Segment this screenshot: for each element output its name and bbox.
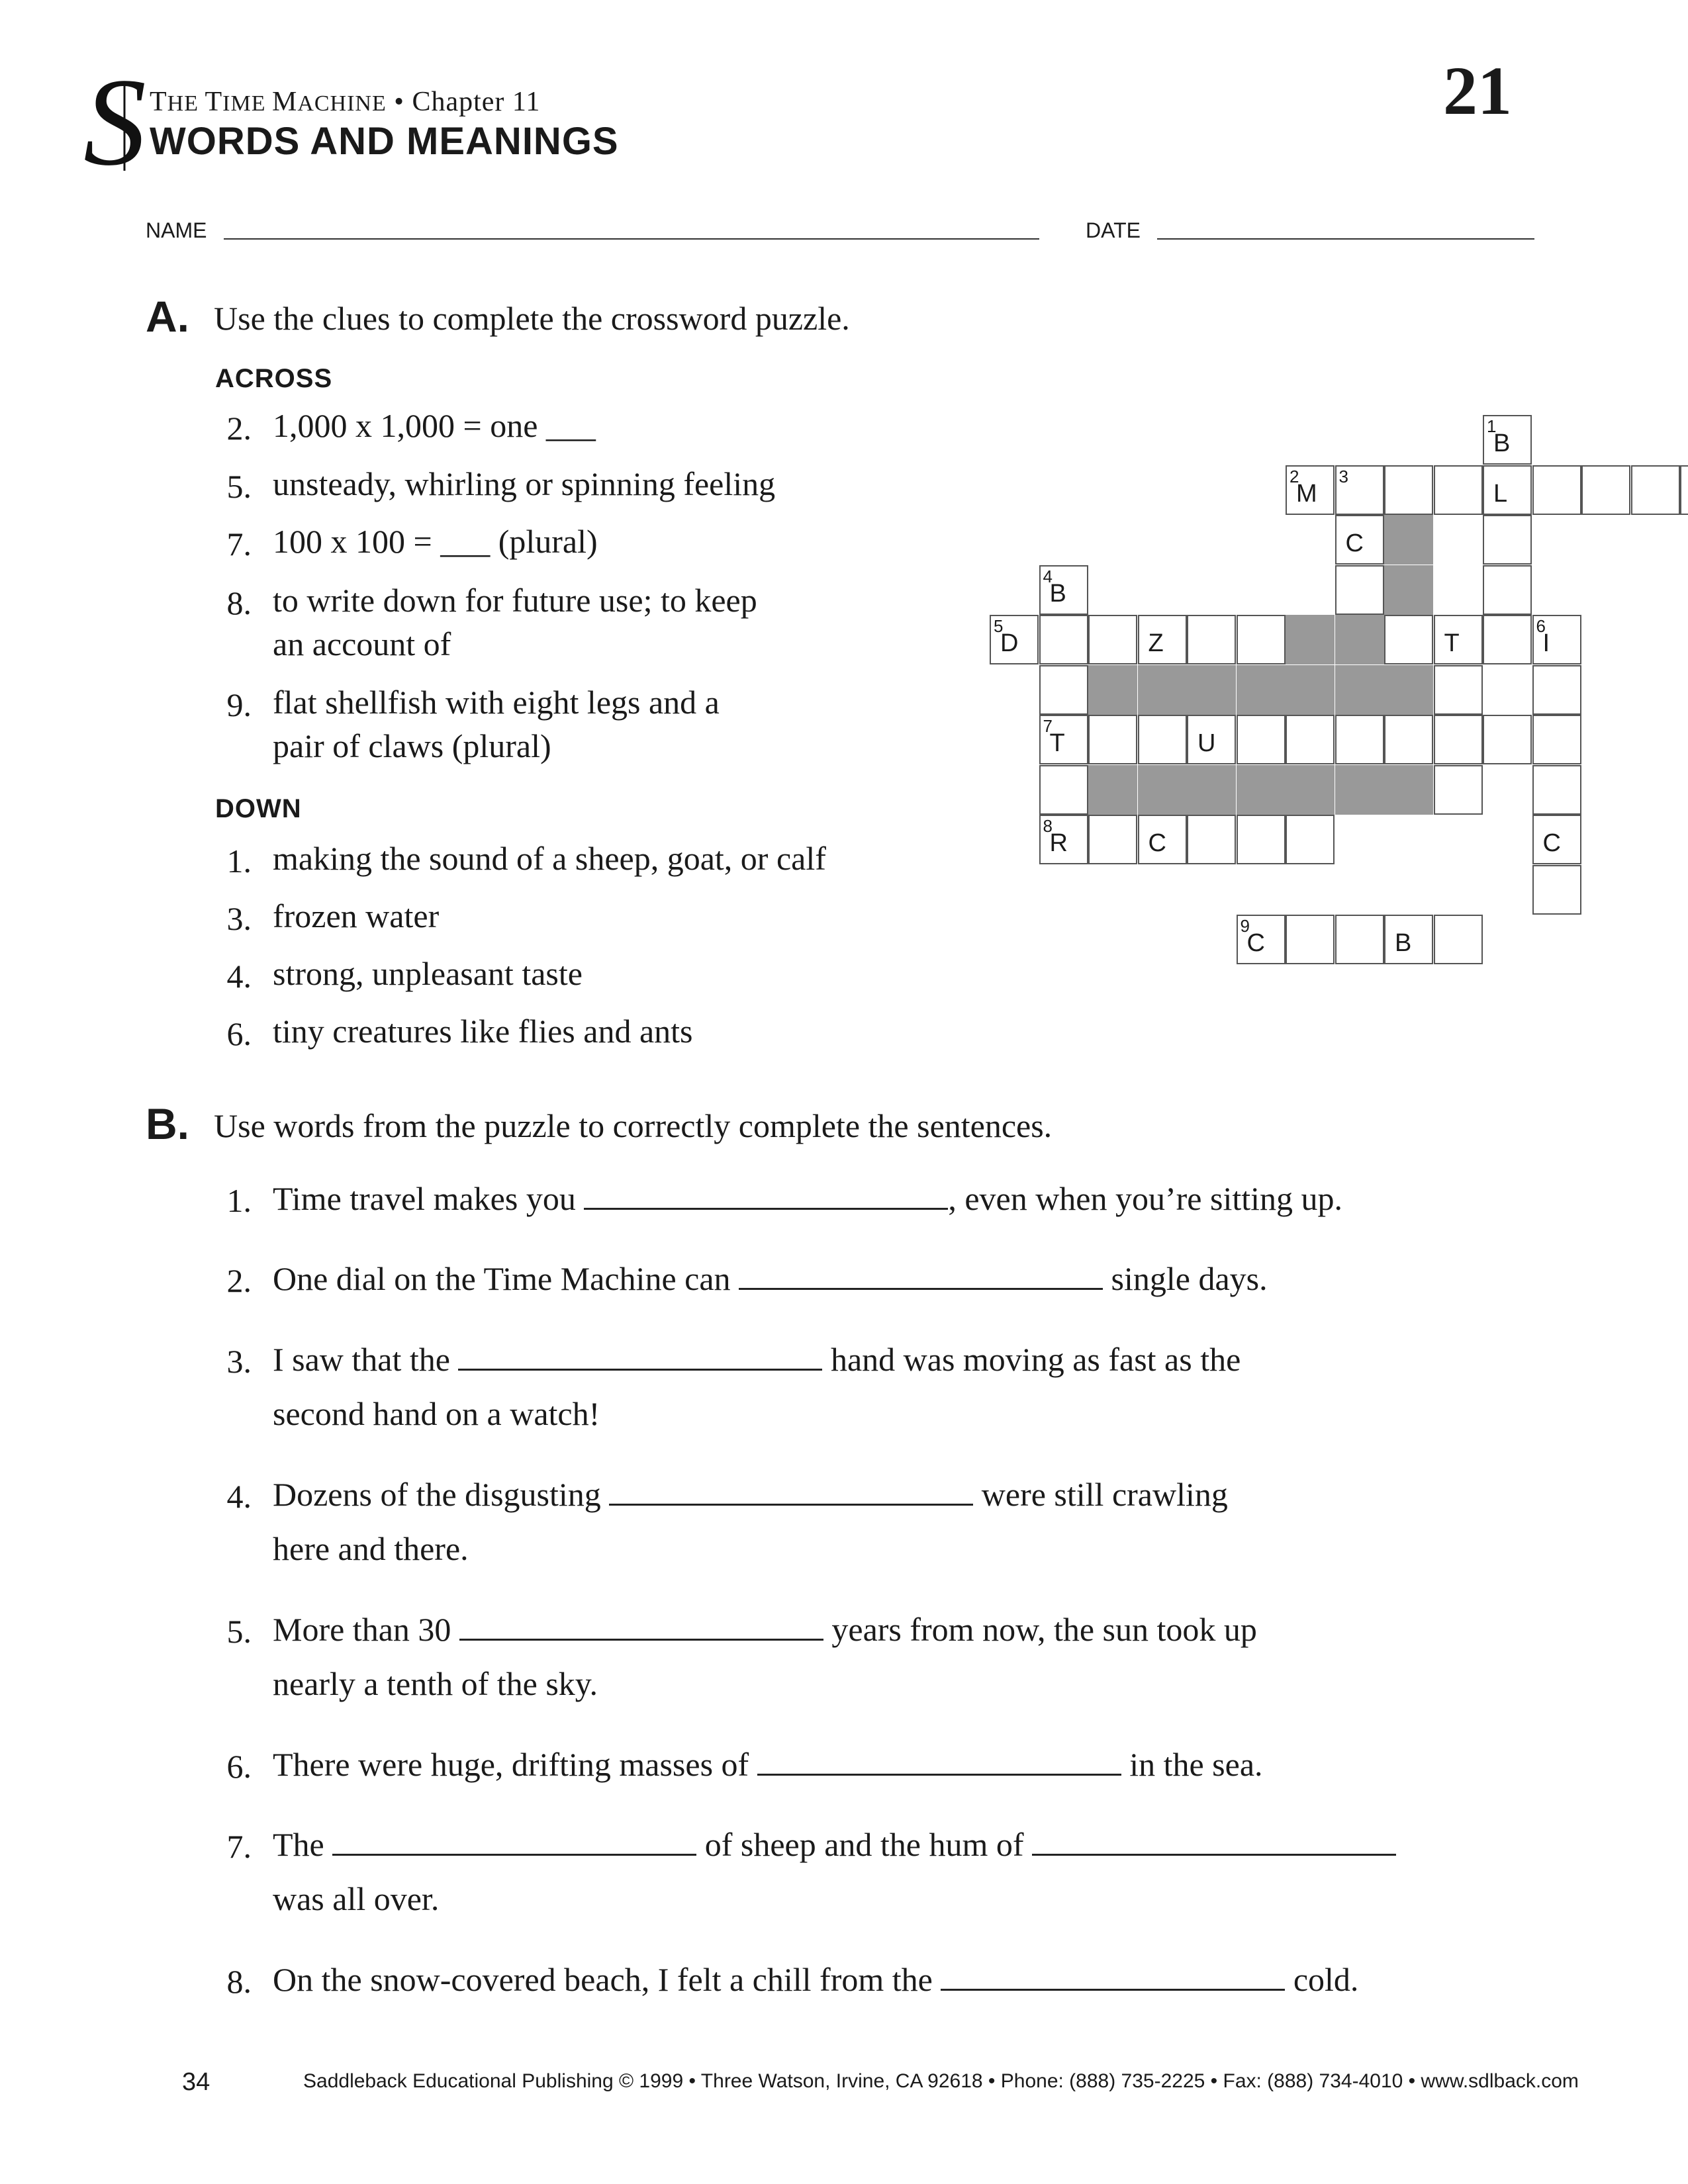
crossword-cell[interactable] <box>1286 815 1335 864</box>
sentence-number: 2. <box>226 1262 252 1299</box>
crossword-shaded-cell <box>1335 615 1384 664</box>
answer-blank[interactable] <box>609 1476 973 1506</box>
across-heading: ACROSS <box>215 364 333 393</box>
sentence-text: hand was moving as fast as the <box>822 1341 1241 1378</box>
sentence-text: of sheep and the hum of <box>696 1826 1033 1863</box>
sentence <box>273 1467 1228 1522</box>
crossword-letter: T <box>1444 629 1460 657</box>
crossword-letter: M <box>1296 479 1317 508</box>
sentence-number: 4. <box>226 1478 252 1515</box>
crossword-cell[interactable] <box>1286 915 1335 964</box>
answer-blank[interactable] <box>1032 1826 1396 1856</box>
clue-number: 2. <box>226 410 252 447</box>
clue-number: 6. <box>226 1015 252 1052</box>
across-clue: to write down for future use; to keep <box>273 582 757 619</box>
crossword-cell[interactable] <box>1187 715 1236 764</box>
sentence-text: , even when you’re sitting up. <box>948 1180 1343 1217</box>
sentence-cont: nearly a tenth of the sky. <box>273 1665 598 1702</box>
name-label: NAME <box>146 218 207 242</box>
crossword-clue-number: 1 <box>1487 416 1497 436</box>
across-clue-cont: an account of <box>273 625 451 662</box>
sentence-text: On the snow-covered beach, I felt a chill from the <box>273 1961 941 1998</box>
crossword-clue-number: 6 <box>1536 616 1546 636</box>
crossword-shaded-cell <box>1335 665 1384 715</box>
crossword-shaded-cell <box>1138 665 1187 715</box>
crossword-cell[interactable] <box>990 615 1039 664</box>
crossword-cell[interactable] <box>1434 765 1483 815</box>
sentence-number: 6. <box>226 1748 252 1785</box>
crossword-cell[interactable] <box>1483 515 1532 565</box>
crossword-cell[interactable] <box>1088 615 1137 664</box>
clue-number: 8. <box>226 584 252 621</box>
name-field[interactable] <box>224 238 1039 240</box>
crossword-cell[interactable] <box>1088 815 1137 864</box>
series-smallcaps: ACHINE <box>297 91 387 116</box>
series-letter: M <box>271 87 298 117</box>
crossword-cell[interactable] <box>1187 615 1236 664</box>
crossword-cell[interactable] <box>1384 465 1433 515</box>
clue-number: 9. <box>226 686 252 723</box>
sentence-text: Dozens of the disgusting <box>273 1476 610 1513</box>
crossword-cell[interactable] <box>1434 915 1483 964</box>
crossword-cell[interactable] <box>1532 815 1581 864</box>
crossword-cell[interactable] <box>1039 615 1088 664</box>
crossword-cell[interactable] <box>1532 665 1581 715</box>
sentence <box>273 1817 1396 1872</box>
sentence-text: years from now, the sun took up <box>823 1611 1257 1648</box>
section-b-instruction: Use words from the puzzle to correctly complete the sentences. <box>214 1107 1053 1144</box>
answer-blank[interactable] <box>941 1961 1285 1991</box>
sentence-cont: was all over. <box>273 1880 440 1917</box>
series-letter: T <box>150 87 167 117</box>
crossword-shaded-cell <box>1384 665 1433 715</box>
crossword-clue-number: 3 <box>1338 466 1348 486</box>
across-clue-cont: pair of claws (plural) <box>273 727 551 764</box>
crossword-cell[interactable] <box>1335 565 1384 615</box>
clue-number: 7. <box>226 525 252 563</box>
section-a-instruction: Use the clues to complete the crossword puzzle. <box>214 300 850 337</box>
crossword-cell[interactable] <box>1138 815 1187 864</box>
sentence-text: were still crawling <box>973 1476 1228 1513</box>
crossword-cell[interactable] <box>1532 865 1581 915</box>
crossword-letter: B <box>1049 579 1066 608</box>
crossword-letter: T <box>1049 729 1065 757</box>
crossword-letter: Z <box>1148 629 1164 657</box>
sentence-cont: here and there. <box>273 1530 469 1567</box>
crossword-cell[interactable] <box>1039 565 1088 615</box>
crossword-cell[interactable] <box>1335 915 1384 964</box>
clue-number: 5. <box>226 468 252 505</box>
crossword-cell[interactable] <box>1335 715 1384 764</box>
across-clue: 1,000 x 1,000 = one ___ <box>273 407 596 444</box>
crossword-clue-number: 2 <box>1289 466 1299 486</box>
crossword-clue-number: 9 <box>1240 916 1250 936</box>
crossword-cell[interactable] <box>1088 715 1137 764</box>
crossword-cell[interactable] <box>1335 465 1384 515</box>
crossword-letter: D <box>1000 629 1019 657</box>
crossword-cell[interactable] <box>1237 615 1286 664</box>
sentence-text: One dial on the Time Machine can <box>273 1260 739 1297</box>
clue-number: 1. <box>226 842 252 880</box>
down-heading: DOWN <box>215 794 302 823</box>
sentence-number: 8. <box>226 1963 252 2000</box>
series-smallcaps: IME <box>222 91 272 116</box>
down-clue: strong, unpleasant taste <box>273 955 583 992</box>
sentence <box>273 1737 1263 1792</box>
answer-blank[interactable] <box>332 1826 696 1856</box>
answer-blank[interactable] <box>739 1260 1103 1290</box>
sentence <box>273 1171 1342 1226</box>
crossword-cell[interactable] <box>1187 815 1236 864</box>
crossword-cell[interactable] <box>1434 665 1483 715</box>
crossword-letter: L <box>1493 479 1508 508</box>
sentence-text: I saw that the <box>273 1341 459 1378</box>
crossword-cell[interactable] <box>1631 465 1680 515</box>
date-label: DATE <box>1086 218 1141 242</box>
crossword-cell[interactable] <box>1483 615 1532 664</box>
crossword-cell[interactable] <box>1237 715 1286 764</box>
series-smallcaps: HE <box>167 91 205 116</box>
footer-page-number: 34 <box>182 2068 211 2096</box>
saddleback-logo-icon <box>78 71 151 177</box>
crossword-cell[interactable] <box>1483 565 1532 615</box>
crossword-cell[interactable] <box>1039 715 1088 764</box>
down-clue: making the sound of a sheep, goat, or calf <box>273 840 826 877</box>
sentence-text: single days. <box>1103 1260 1268 1297</box>
crossword-shaded-cell <box>1335 765 1384 815</box>
crossword-cell[interactable] <box>1286 715 1335 764</box>
across-clue: unsteady, whirling or spinning feeling <box>273 465 776 502</box>
sentence <box>273 1602 1257 1657</box>
crossword-clue-number: 8 <box>1043 816 1053 836</box>
series-letter: T <box>205 87 223 117</box>
sentence <box>273 1251 1268 1306</box>
crossword-cell[interactable] <box>1434 715 1483 764</box>
crossword-cell[interactable] <box>1532 465 1581 515</box>
crossword-letter: B <box>1493 430 1511 457</box>
crossword-cell[interactable] <box>1384 715 1433 764</box>
sentence-text: in the sea. <box>1121 1746 1263 1783</box>
crossword-letter: R <box>1049 829 1068 857</box>
sentence-text: cold. <box>1285 1961 1359 1998</box>
crossword-cell[interactable] <box>1039 765 1088 815</box>
crossword-cell[interactable] <box>1483 715 1532 764</box>
crossword-cell[interactable] <box>1286 465 1335 515</box>
crossword-shaded-cell <box>1237 765 1286 815</box>
crossword-cell[interactable] <box>1532 715 1581 764</box>
clue-number: 4. <box>226 958 252 995</box>
sentence-number: 1. <box>226 1182 252 1219</box>
crossword-shaded-cell <box>1187 765 1236 815</box>
crossword-cell[interactable] <box>1532 615 1581 664</box>
sentence-text: Time travel makes you <box>273 1180 585 1217</box>
crossword-cell[interactable] <box>1039 815 1088 864</box>
crossword-cell[interactable] <box>1483 465 1532 515</box>
crossword-letter: U <box>1197 729 1216 757</box>
crossword-letter: C <box>1542 829 1561 857</box>
crossword-letter: C <box>1148 829 1166 857</box>
crossword-cell[interactable] <box>1483 415 1532 465</box>
worksheet-number: 21 <box>1443 53 1512 129</box>
crossword-cell[interactable] <box>1434 615 1483 664</box>
crossword-cell[interactable] <box>1138 715 1187 764</box>
crossword-shaded-cell <box>1384 765 1433 815</box>
crossword-cell[interactable] <box>1384 915 1433 964</box>
crossword-letter: C <box>1246 929 1265 957</box>
crossword-shaded-cell <box>1384 565 1433 615</box>
crossword-shaded-cell <box>1187 665 1236 715</box>
sentence-number: 7. <box>226 1828 252 1865</box>
answer-blank[interactable] <box>584 1180 948 1210</box>
answer-blank[interactable] <box>458 1341 822 1371</box>
crossword-clue-number: 7 <box>1043 716 1053 736</box>
down-clue: tiny creatures like flies and ants <box>273 1013 693 1050</box>
sentence-number: 3. <box>226 1343 252 1380</box>
crossword-clue-number: 5 <box>994 616 1004 636</box>
footer-publisher: Saddleback Educational Publishing © 1999 • Three Watson, Irvine, CA 92618 • Phone: (888) 735-2225 • Fax: (888) 734-4010 • www.sdlback.com <box>303 2070 1579 2092</box>
clue-number: 3. <box>226 900 252 937</box>
answer-blank[interactable] <box>459 1611 823 1641</box>
crossword-shaded-cell <box>1384 515 1433 565</box>
crossword-shaded-cell <box>1088 765 1137 815</box>
crossword-shaded-cell <box>1286 765 1335 815</box>
crossword-clue-number: 4 <box>1043 566 1053 586</box>
page-title: WORDS AND MEANINGS <box>150 120 619 163</box>
crossword-shaded-cell <box>1138 765 1187 815</box>
sentence <box>273 1332 1241 1387</box>
section-a-label: A. <box>146 292 189 341</box>
crossword-cell[interactable] <box>1581 465 1630 515</box>
crossword-cell[interactable] <box>1335 515 1384 565</box>
sentence-text: More than 30 <box>273 1611 459 1648</box>
sentence <box>273 1952 1358 2007</box>
sentence-text: The <box>273 1826 333 1863</box>
crossword-cell[interactable] <box>1237 915 1286 964</box>
crossword-cell[interactable] <box>1680 465 1688 515</box>
crossword-shaded-cell <box>1286 665 1335 715</box>
crossword-cell[interactable] <box>1237 815 1286 864</box>
date-field[interactable] <box>1157 238 1534 240</box>
crossword-cell[interactable] <box>1532 765 1581 815</box>
crossword-cell[interactable] <box>1384 615 1433 664</box>
svg-text:S: S <box>83 71 146 177</box>
across-clue: 100 x 100 = ___ (plural) <box>273 523 598 560</box>
crossword-letter: I <box>1542 629 1550 657</box>
across-clue: flat shellfish with eight legs and a <box>273 684 720 721</box>
crossword-shaded-cell <box>1286 615 1335 664</box>
crossword-cell[interactable] <box>1039 665 1088 715</box>
crossword-shaded-cell <box>1088 665 1137 715</box>
sentence-cont: second hand on a watch! <box>273 1395 600 1432</box>
crossword-shaded-cell <box>1237 665 1286 715</box>
crossword-cell[interactable] <box>1138 615 1187 664</box>
crossword-cell[interactable] <box>1434 465 1483 515</box>
sentence-number: 5. <box>226 1613 252 1650</box>
series-title <box>150 86 540 118</box>
down-clue: frozen water <box>273 897 440 934</box>
sentence-text: There were huge, drifting masses of <box>273 1746 757 1783</box>
crossword-letter: B <box>1395 929 1412 957</box>
answer-blank[interactable] <box>757 1746 1121 1776</box>
crossword-letter: C <box>1345 529 1364 557</box>
chapter-label: • Chapter 11 <box>386 87 541 117</box>
section-b-label: B. <box>146 1099 189 1148</box>
